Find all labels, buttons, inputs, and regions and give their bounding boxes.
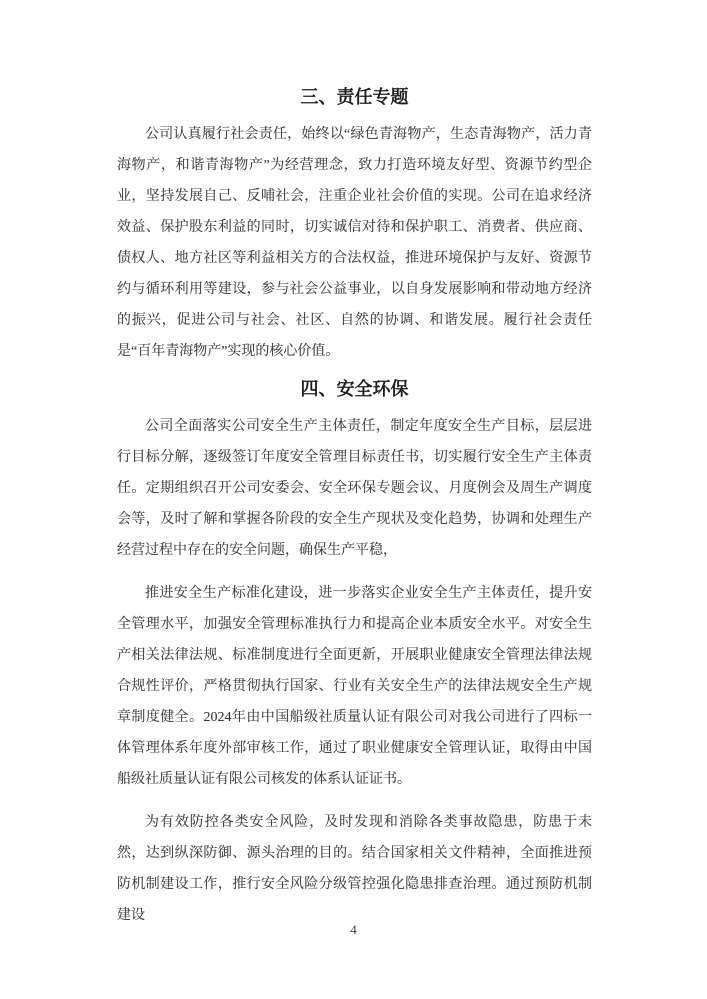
paragraph-responsibility-1: 公司认真履行社会责任，始终以“绿色青海物产，生态青海物产，活力青海物产，和谐青海物产”为经营理念，致力打造环境友好型、资源节约型企业，坚持发展自己、反哺社会，注重企业社会价值的实现。公司在追求经济效益、保护股东利益的同时，切实诚信对待和保护职工、消费者、供应商、债权人、地方社区等利益相关方的合法权益，推进环境保护与友好、资源节约与循环利用等建设，参与社会公益事业，以自身发展影响和带动地方经济的振兴，促进公司与社会、社区、自然的协调、和谐发展。履行社会责任是“百年青海物产”实现的核心价值。: [117, 127, 592, 359]
page-number: 4: [350, 922, 357, 937]
paragraph-safety-3: 为有效防控各类安全风险，及时发现和消除各类事故隐患，防患于未然，达到纵深防御、源头治理的目的。结合国家相关文件精神，全面推进预防机制建设工作，推行安全风险分级管控强化隐患排查治理。通过预防机制建设: [117, 815, 592, 923]
section-heading-responsibility: 三、责任专题: [300, 87, 409, 107]
paragraph-safety-2: 推进安全生产标准化建设，进一步落实企业安全生产主体责任，提升安全管理水平，加强安全管理标准执行力和提高企业本质安全水平。对安全生产相关法律法规、标准制度进行全面更新，开展职业健康安全管理法律法规合规性评价，严格贯彻执行国家、行业有关安全生产的法律法规安全生产规章制度健全。2024年由中国船级社质量认证有限公司对我公司进行了四标一体管理体系年度外部审核工作，通过了职业健康安全管理认证，取得由中国船级社质量认证有限公司核发的体系认证证书。: [117, 586, 592, 787]
page-content: [117, 84, 592, 931]
section-heading-safety-environment: 四、安全环保: [300, 379, 409, 399]
paragraph-safety-1: 公司全面落实公司安全生产主体责任，制定年度安全生产目标，层层进行目标分解，逐级签订年度安全管理目标责任书，切实履行安全生产主体责任。定期组织召开公司安委会、安全环保专题会议、月度例会及周生产调度会等，及时了解和掌握各阶段的安全生产现状及变化趋势，协调和处理生产经营过程中存在的安全问题，确保生产平稳，: [117, 419, 592, 558]
